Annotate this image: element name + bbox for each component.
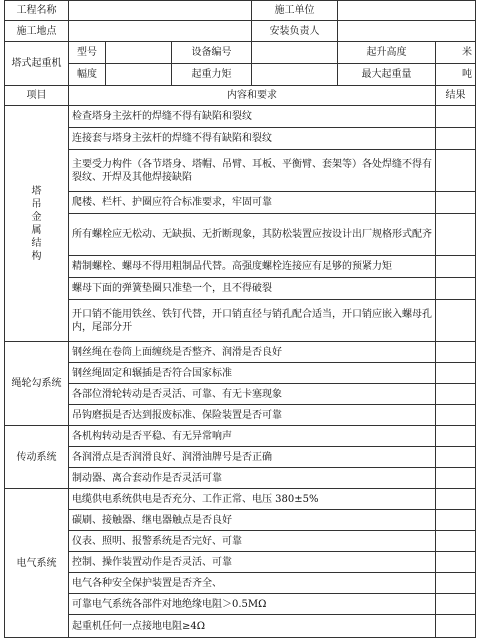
device-no-field[interactable] (252, 42, 338, 64)
check-item-text: 钢丝绳在卷筒上面缠绕是否整齐、润滑是否良好 (69, 342, 436, 363)
check-item-row (5, 510, 476, 531)
result-cell[interactable] (436, 510, 476, 531)
check-item-row (5, 594, 476, 615)
check-item-text: 可靠电气系统各部件对地绝缘电阻＞0.5MΩ (69, 594, 436, 615)
crane-section-label: 塔式起重机 (5, 42, 69, 86)
check-item-text: 主要受力构件（各节塔身、塔帽、吊臂、耳板、平衡臂、套架等）各处焊缝不得有裂纹、开焊及其他焊接缺陷 (69, 150, 436, 192)
column-item-header: 项目 (5, 86, 69, 106)
section-title-char: 金 (31, 211, 42, 223)
check-item-row (5, 573, 476, 594)
check-item-row (5, 106, 476, 128)
site-label: 施工地点 (5, 21, 69, 42)
result-cell[interactable] (436, 552, 476, 573)
moment-field[interactable] (252, 64, 338, 86)
radius-field[interactable] (106, 64, 172, 86)
check-item-row (5, 489, 476, 510)
check-item-row (5, 384, 476, 405)
check-item-text: 精制螺栓、螺母不得用粗制品代替。高强度螺栓连接应有足够的预紧力矩 (69, 256, 436, 278)
section-title-char: 塔 (31, 185, 42, 197)
check-item-row (5, 405, 476, 426)
check-item-row (5, 192, 476, 214)
result-cell[interactable] (436, 531, 476, 552)
form-body (5, 1, 476, 638)
check-item-text: 连接套与塔身主弦杆的焊缝不得有缺陷和裂纹 (69, 128, 436, 150)
result-cell[interactable] (436, 363, 476, 384)
column-header-row (5, 86, 476, 106)
check-item-text: 各部位滑轮转动是否灵活、可靠、有无卡塞现象 (69, 384, 436, 405)
check-item-text: 所有螺栓应无松动、无缺损、无折断现象，其防松装置应按设计出厂规格形式配齐 (69, 214, 436, 256)
column-content-header: 内容和要求 (69, 86, 436, 106)
model-label: 型号 (69, 42, 106, 64)
max-load-label: 最大起重量 (338, 64, 436, 86)
check-item-text: 碳刷、接触器、继电器触点是否良好 (69, 510, 436, 531)
result-cell[interactable] (436, 106, 476, 128)
result-cell[interactable] (436, 300, 476, 342)
result-cell[interactable] (436, 128, 476, 150)
check-item-text: 电气各种安全保护装置是否齐全、 (69, 573, 436, 594)
section-title-char: 属 (31, 224, 42, 236)
contractor-label: 施工单位 (252, 1, 338, 21)
check-item-text: 钢丝绳固定和辗插是否符合国家标准 (69, 363, 436, 384)
check-item-row (5, 150, 476, 192)
radius-label: 幅度 (69, 64, 106, 86)
result-cell[interactable] (436, 426, 476, 447)
check-item-text: 控制、操作装置动作是否灵活、可靠 (69, 552, 436, 573)
result-cell[interactable] (436, 342, 476, 363)
result-cell[interactable] (436, 489, 476, 510)
check-item-text: 开口销不能用铁丝、铁钉代替，开口销直径与销孔配合适当，开口销应嵌入螺母孔内，尾部分开 (69, 300, 436, 342)
check-item-row (5, 278, 476, 300)
section-title: 绳轮勾系统 (5, 342, 69, 426)
section-title-char: 构 (31, 250, 42, 262)
contractor-field[interactable] (338, 1, 476, 21)
header-row-2 (5, 21, 476, 42)
check-item-row (5, 531, 476, 552)
crane-row-1 (5, 42, 476, 64)
moment-label: 起重力矩 (172, 64, 252, 86)
check-item-row (5, 447, 476, 468)
check-item-text: 仪表、照明、报警系统是否完好、可靠 (69, 531, 436, 552)
check-item-row (5, 552, 476, 573)
result-cell[interactable] (436, 214, 476, 256)
crane-row-2 (5, 64, 476, 86)
section-title-char: 结 (31, 237, 42, 249)
check-item-row (5, 615, 476, 638)
lift-height-label: 起升高度 (338, 42, 436, 64)
project-name-field[interactable] (69, 1, 252, 21)
result-cell[interactable] (436, 150, 476, 192)
result-cell[interactable] (436, 278, 476, 300)
model-field[interactable] (106, 42, 172, 64)
result-cell[interactable] (436, 573, 476, 594)
result-cell[interactable] (436, 594, 476, 615)
column-result-header: 结果 (436, 86, 476, 106)
header-row-1 (5, 1, 476, 21)
check-item-text: 起重机任何一点接地电阻≥4Ω (69, 615, 436, 638)
result-cell[interactable] (436, 256, 476, 278)
lift-height-unit: 米 (436, 42, 476, 64)
check-item-text: 制动器、离合套动作是否灵活可靠 (69, 468, 436, 489)
check-item-text: 螺母下面的弹簧垫圈只准垫一个，且不得破裂 (69, 278, 436, 300)
section-title-char: 吊 (31, 198, 42, 210)
check-item-row (5, 363, 476, 384)
check-item-text: 各润滑点是否润滑良好、润滑油牌号是否正确 (69, 447, 436, 468)
check-item-row (5, 426, 476, 447)
check-item-text: 吊钩磨损是否达到报废标准、保险装置是否可靠 (69, 405, 436, 426)
result-cell[interactable] (436, 447, 476, 468)
project-name-label: 工程名称 (5, 1, 69, 21)
check-item-text: 爬楼、栏杆、护圈应符合标准要求，牢固可靠 (69, 192, 436, 214)
check-item-text: 检查塔身主弦杆的焊缝不得有缺陷和裂纹 (69, 106, 436, 128)
section-title: 电气系统 (5, 489, 69, 638)
check-item-row (5, 214, 476, 256)
installer-label: 安装负责人 (252, 21, 338, 42)
check-item-row (5, 256, 476, 278)
section-title: 传动系统 (5, 426, 69, 489)
inspection-form-table (4, 0, 476, 638)
check-item-text: 电缆供电系统供电是否充分、工作正常、电压 380±5% (69, 489, 436, 510)
check-item-row (5, 342, 476, 363)
result-cell[interactable] (436, 384, 476, 405)
site-field[interactable] (69, 21, 252, 42)
max-load-unit: 吨 (436, 64, 476, 86)
result-cell[interactable] (436, 192, 476, 214)
check-item-row (5, 468, 476, 489)
check-item-row (5, 300, 476, 342)
installer-field[interactable] (338, 21, 476, 42)
device-no-label: 设备编号 (172, 42, 252, 64)
result-cell[interactable] (436, 615, 476, 638)
result-cell[interactable] (436, 468, 476, 489)
check-item-text: 各机构转动是否平稳、有无异常响声 (69, 426, 436, 447)
result-cell[interactable] (436, 405, 476, 426)
check-item-row (5, 128, 476, 150)
section-title (5, 106, 69, 342)
